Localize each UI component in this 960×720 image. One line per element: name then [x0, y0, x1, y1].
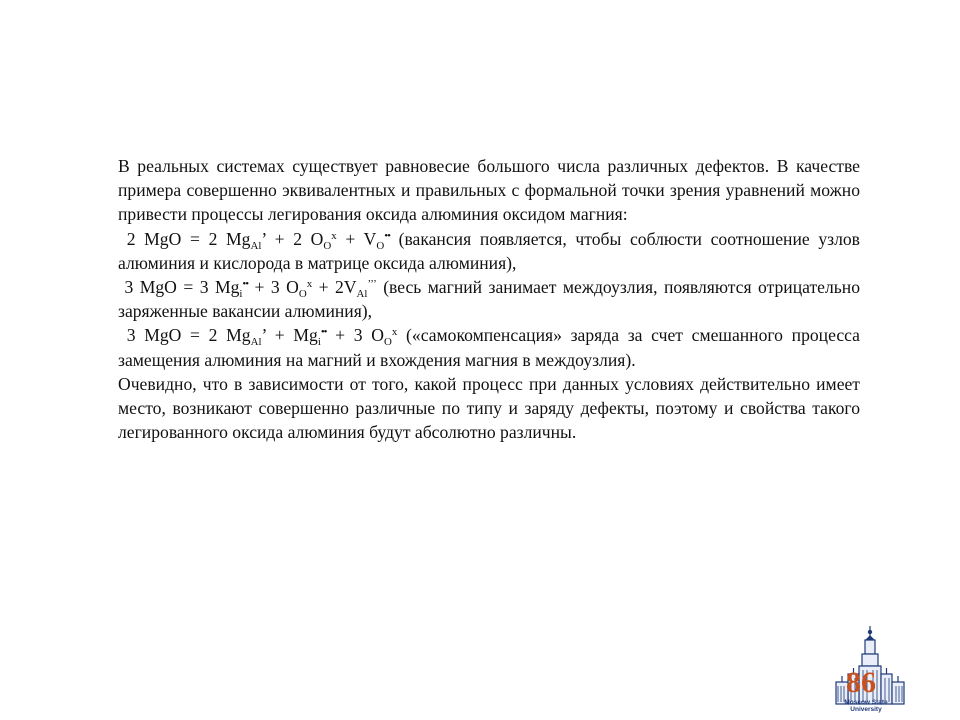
reaction-1-sub-vo: O	[376, 239, 385, 252]
reaction-1-mid: ’ + 2 O	[261, 228, 324, 249]
reaction-1-sub-o: O	[323, 239, 332, 252]
reaction-2-mid: + 3 O	[248, 277, 299, 298]
reaction-2-sup-primes: ’’’	[367, 278, 377, 291]
paragraph-conclusion	[118, 372, 860, 445]
reaction-3-mid: ’ + Mg	[261, 325, 318, 346]
text-body	[118, 154, 860, 444]
reaction-1-sub-al: Al	[250, 239, 262, 252]
reaction-1-charge-dots: ••	[384, 229, 390, 242]
reaction-2-vac: + 2V	[312, 277, 357, 298]
reaction-2-explanation: (весь магний занимает междоузлия, появляются отрицательно заряженные вакансии алюминия),	[118, 277, 861, 322]
conclusion-text: Очевидно, что в зависимости от того, какой процесс при данных условиях действительно имеет место, возникают совершенно различные по типу и заряду дефекты, поэтому и свойства такого легированного оксида алюминия будут абсолютно различны.	[118, 373, 860, 443]
reaction-3-explanation: («самокомпенсация» заряда за счет смешанного процесса замещения алюминия на магний и вхождения магния в междоузлия).	[118, 325, 860, 370]
intro-text: В реальных системах существует равновесие большого числа различных дефектов. В качестве примера совершенно эквивалентных и правильных с формальной точки зрения уравнений можно привести процессы легирования оксида алюминия оксидом магния:	[118, 156, 860, 225]
reaction-3-sup-x: x	[391, 326, 398, 339]
reaction-2-sup-x: x	[306, 278, 313, 291]
reaction-1-sup-x: x	[331, 229, 337, 242]
reaction-3-charge-dots: ••	[320, 326, 327, 339]
reaction-1-vac: + V	[336, 228, 377, 249]
reaction-3-oxygen: + 3 O	[326, 325, 384, 346]
reaction-1-lhs: 2 MgO = 2 Mg	[126, 228, 251, 249]
paragraph-reaction-1	[118, 227, 860, 275]
reaction-3-sub-o: O	[384, 336, 392, 349]
paragraph-reaction-3	[118, 323, 860, 371]
reaction-2-sub-i: i	[239, 287, 243, 300]
logo-caption: Moscow State University	[844, 699, 888, 713]
page-number: 86	[846, 666, 876, 699]
reaction-1-explanation: (вакансия появляется, чтобы соблюсти соотношение узлов алюминия и кислорода в матрице оксида алюминия),	[118, 228, 860, 273]
reaction-2-lhs: 3 MgO = 3 Mg	[124, 277, 240, 298]
paragraph-intro	[118, 154, 860, 227]
reaction-2-charge-dots: ••	[242, 278, 249, 291]
reaction-3-sub-i: i	[317, 336, 321, 349]
reaction-2-sub-o: O	[298, 287, 307, 300]
reaction-3-lhs: 3 MgO = 2 Mg	[126, 325, 251, 346]
reaction-2-sub-al: Al	[356, 287, 368, 300]
paragraph-reaction-2	[118, 275, 860, 323]
reaction-3-sub-al: Al	[250, 336, 262, 349]
